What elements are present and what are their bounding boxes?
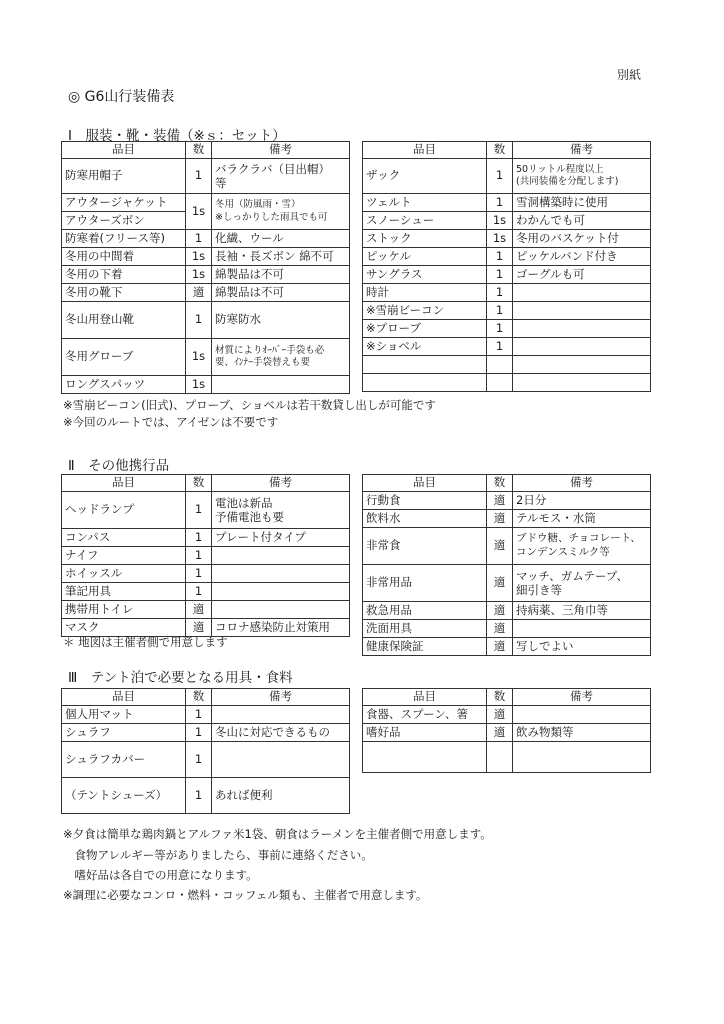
item-remarks: コロナ感染防止対策用: [212, 619, 350, 637]
item-name: 非常食: [363, 528, 487, 565]
item-remarks: [212, 583, 350, 601]
item-qty: 1: [186, 529, 212, 547]
item-remarks: 写しでよい: [513, 638, 651, 656]
table-row: [363, 492, 651, 510]
col-header-item: 品目: [363, 475, 487, 492]
item-name: 冬山用登山靴: [62, 302, 186, 339]
col-header-remarks: 備考: [513, 689, 651, 706]
col-header-qty: 数: [186, 142, 212, 159]
item-qty: 適: [487, 492, 513, 510]
item-remarks: [212, 706, 350, 724]
item-qty: 適: [186, 284, 212, 302]
item-qty: 1: [186, 230, 212, 248]
item-qty: [487, 374, 513, 392]
item-name: [363, 374, 487, 392]
table-row: [62, 230, 350, 248]
item-remarks: [513, 356, 651, 374]
table-row: [363, 302, 651, 320]
table-row: [363, 724, 651, 742]
table-header-row: [363, 475, 651, 492]
item-name: アウターズボン: [62, 212, 186, 230]
table-row: [363, 510, 651, 528]
item-name: 携帯用トイレ: [62, 601, 186, 619]
item-remarks: 雪洞構築時に使用: [513, 194, 651, 212]
footer-note: ※夕食は簡単な鶏肉鍋とアルファ米1袋、朝食はラーメンを主催者側で用意します。: [63, 827, 492, 841]
item-name: ※雪崩ビーコン: [363, 302, 487, 320]
table-header-row: [62, 475, 350, 492]
item-remarks: 化繊、ウール: [212, 230, 350, 248]
item-name: ナイフ: [62, 547, 186, 565]
item-qty: 1: [487, 302, 513, 320]
item-remarks: 綿製品は不可: [212, 266, 350, 284]
item-name: ※ショベル: [363, 338, 487, 356]
item-name: 防寒着(フリース等): [62, 230, 186, 248]
item-name: 健康保険証: [363, 638, 487, 656]
table-row: [62, 194, 350, 212]
item-qty: 1: [487, 284, 513, 302]
item-remarks: [513, 302, 651, 320]
col-header-remarks: 備考: [513, 475, 651, 492]
table-row: [363, 230, 651, 248]
item-qty: 適: [487, 510, 513, 528]
item-name: 嗜好品: [363, 724, 487, 742]
item-remarks: 材質によりｵｰﾊﾞｰ手袋も必 要、ｲﾝﾅｰ手袋替えも要: [212, 339, 350, 376]
section-1-note: ※雪崩ビーコン(旧式)、プローブ、ショベルは若干数貸し出しが可能です: [63, 398, 436, 412]
item-name: ツェルト: [363, 194, 487, 212]
table-header-row: [62, 689, 350, 706]
item-name: （テントシューズ）: [62, 778, 186, 814]
item-remarks: [513, 284, 651, 302]
section-2-right-table: [362, 474, 651, 656]
item-remarks: [212, 376, 350, 394]
item-qty: 1: [186, 492, 212, 529]
item-remarks: 防寒防水: [212, 302, 350, 339]
item-remarks: ブドウ糖、チョコレート、 コンデンスミルク等: [513, 528, 651, 565]
item-qty: 1: [186, 547, 212, 565]
item-remarks: プレート付タイプ: [212, 529, 350, 547]
item-name: シュラフ: [62, 724, 186, 742]
item-qty: 1: [186, 724, 212, 742]
bessi-label: 別紙: [617, 68, 642, 82]
item-qty: 1: [186, 742, 212, 778]
item-qty: 1: [186, 565, 212, 583]
footer-note: ※調理に必要なコンロ・燃料・コッフェル類も、主催者で用意します。: [63, 888, 428, 902]
item-qty: [487, 742, 513, 773]
table-row: [363, 602, 651, 620]
col-header-item: 品目: [62, 475, 186, 492]
item-name: ピッケル: [363, 248, 487, 266]
col-header-qty: 数: [487, 142, 513, 159]
item-qty: 1s: [186, 339, 212, 376]
item-remarks: 綿製品は不可: [212, 284, 350, 302]
item-name: サングラス: [363, 266, 487, 284]
item-remarks: 50リットル程度以上 (共同装備を分配します): [513, 159, 651, 194]
table-header-row: [62, 142, 350, 159]
table-row: [363, 284, 651, 302]
item-qty: 1: [487, 266, 513, 284]
item-qty: 1s: [186, 194, 212, 230]
item-remarks: ピッケルバンド付き: [513, 248, 651, 266]
table-row: [62, 583, 350, 601]
table-row: [363, 620, 651, 638]
item-remarks: 持病薬、三角巾等: [513, 602, 651, 620]
item-name: 筆記用具: [62, 583, 186, 601]
section-3-left-table: [61, 688, 350, 814]
document-title: ◎ G6山行装備表: [68, 89, 175, 105]
item-remarks: [513, 706, 651, 724]
item-name: マスク: [62, 619, 186, 637]
item-qty: 適: [186, 601, 212, 619]
col-header-item: 品目: [62, 689, 186, 706]
table-header-row: [363, 689, 651, 706]
item-name: ※プローブ: [363, 320, 487, 338]
item-remarks: [212, 547, 350, 565]
table-row: [363, 638, 651, 656]
item-name: ヘッドランプ: [62, 492, 186, 529]
item-remarks: [513, 374, 651, 392]
item-qty: 1: [487, 320, 513, 338]
item-name: スノーシュー: [363, 212, 487, 230]
item-remarks: 2日分: [513, 492, 651, 510]
item-remarks: [212, 742, 350, 778]
item-remarks: 飲み物類等: [513, 724, 651, 742]
item-qty: 1s: [487, 230, 513, 248]
footer-note: 食物アレルギー等がありましたら、事前に連絡ください。: [63, 848, 373, 862]
table-row: [62, 159, 350, 194]
item-remarks: 冬用のバスケット付: [513, 230, 651, 248]
item-remarks: 冬用（防風雨・雪） ※しっかりした雨具でも可: [212, 194, 350, 230]
item-qty: 1s: [186, 376, 212, 394]
item-remarks: [513, 742, 651, 773]
item-remarks: マッチ、ガムテープ、 細引き等: [513, 565, 651, 602]
item-qty: 1: [487, 338, 513, 356]
item-name: シュラフカバー: [62, 742, 186, 778]
section-2-title: Ⅱ その他携行品: [68, 458, 170, 474]
item-name: [363, 742, 487, 773]
item-name: [363, 356, 487, 374]
item-name: ストック: [363, 230, 487, 248]
section-3-title: Ⅲ テント泊で必要となる用具・食料: [68, 670, 293, 686]
item-qty: 適: [487, 638, 513, 656]
table-row: [62, 529, 350, 547]
section-3-right-table: [362, 688, 651, 773]
item-remarks: 長袖・長ズボン 綿不可: [212, 248, 350, 266]
table-row: [363, 706, 651, 724]
item-qty: 1s: [186, 248, 212, 266]
item-remarks: [513, 620, 651, 638]
item-qty: 1: [186, 778, 212, 814]
item-name: 時計: [363, 284, 487, 302]
item-name: ザック: [363, 159, 487, 194]
table-row: [363, 266, 651, 284]
item-qty: 適: [487, 528, 513, 565]
section-2-left-table: [61, 474, 350, 637]
table-row: [363, 528, 651, 565]
table-row: [363, 248, 651, 266]
table-row: [363, 338, 651, 356]
item-name: 飲料水: [363, 510, 487, 528]
item-name: 冬用の中間着: [62, 248, 186, 266]
table-row: [62, 284, 350, 302]
table-row: [363, 194, 651, 212]
table-row: [363, 159, 651, 194]
col-header-qty: 数: [487, 475, 513, 492]
item-name: 洗面用具: [363, 620, 487, 638]
table-row: [62, 339, 350, 376]
section-2-note: ＊ 地図は主催者側で用意します: [63, 635, 228, 649]
item-qty: 1: [186, 706, 212, 724]
item-name: 救急用品: [363, 602, 487, 620]
item-qty: 1: [487, 248, 513, 266]
item-remarks: 冬山に対応できるもの: [212, 724, 350, 742]
item-qty: 適: [487, 565, 513, 602]
col-header-qty: 数: [186, 689, 212, 706]
item-qty: 適: [487, 620, 513, 638]
item-qty: 1: [487, 159, 513, 194]
item-name: 個人用マット: [62, 706, 186, 724]
table-row: [62, 778, 350, 814]
item-remarks: [513, 338, 651, 356]
footer-note: 嗜好品は各自での用意になります。: [63, 868, 258, 882]
item-remarks: わかんでも可: [513, 212, 651, 230]
item-qty: 適: [186, 619, 212, 637]
item-qty: 適: [487, 724, 513, 742]
table-row: [62, 547, 350, 565]
item-name: アウタージャケット: [62, 194, 186, 212]
item-qty: [487, 356, 513, 374]
item-remarks: [513, 320, 651, 338]
item-remarks: バラクラバ（目出帽） 等: [212, 159, 350, 194]
item-name: 防寒用帽子: [62, 159, 186, 194]
table-row: [363, 212, 651, 230]
item-name: 冬用の靴下: [62, 284, 186, 302]
table-row: [62, 266, 350, 284]
item-qty: 1s: [487, 212, 513, 230]
item-remarks: [212, 565, 350, 583]
item-name: 冬用の下着: [62, 266, 186, 284]
table-row: [62, 492, 350, 529]
table-row: [363, 356, 651, 374]
item-qty: 1: [186, 583, 212, 601]
section-1-left-table: [61, 141, 350, 394]
col-header-qty: 数: [186, 475, 212, 492]
item-qty: 1s: [186, 266, 212, 284]
table-row: [62, 302, 350, 339]
col-header-remarks: 備考: [212, 475, 350, 492]
section-1-right-table: [362, 141, 651, 392]
item-name: ロングスパッツ: [62, 376, 186, 394]
table-row: [363, 742, 651, 773]
item-qty: 1: [186, 302, 212, 339]
item-name: 冬用グローブ: [62, 339, 186, 376]
col-header-qty: 数: [487, 689, 513, 706]
table-header-row: [363, 142, 651, 159]
table-row: [62, 565, 350, 583]
item-name: 行動食: [363, 492, 487, 510]
col-header-remarks: 備考: [212, 142, 350, 159]
col-header-item: 品目: [62, 142, 186, 159]
item-name: 非常用品: [363, 565, 487, 602]
table-row: [62, 601, 350, 619]
item-qty: 適: [487, 706, 513, 724]
table-row: [62, 724, 350, 742]
table-row: [363, 565, 651, 602]
table-row: [62, 742, 350, 778]
section-1-title: Ⅰ 服装・靴・装備（※ｓ：セット）: [68, 128, 286, 144]
section-1-note: ※今回のルートでは、アイゼンは不要です: [63, 415, 279, 429]
item-remarks: あれば便利: [212, 778, 350, 814]
item-remarks: ゴーグルも可: [513, 266, 651, 284]
table-row: [62, 706, 350, 724]
item-name: 食器、スプーン、箸: [363, 706, 487, 724]
col-header-item: 品目: [363, 689, 487, 706]
table-row: [62, 376, 350, 394]
item-qty: 適: [487, 602, 513, 620]
item-qty: 1: [186, 159, 212, 194]
col-header-remarks: 備考: [212, 689, 350, 706]
col-header-remarks: 備考: [513, 142, 651, 159]
item-remarks: 電池は新品 予備電池も要: [212, 492, 350, 529]
item-remarks: テルモス・水筒: [513, 510, 651, 528]
item-remarks: [212, 601, 350, 619]
item-qty: 1: [487, 194, 513, 212]
col-header-item: 品目: [363, 142, 487, 159]
table-row: [363, 320, 651, 338]
table-row: [363, 374, 651, 392]
table-row: [62, 248, 350, 266]
item-name: コンパス: [62, 529, 186, 547]
item-name: ホイッスル: [62, 565, 186, 583]
